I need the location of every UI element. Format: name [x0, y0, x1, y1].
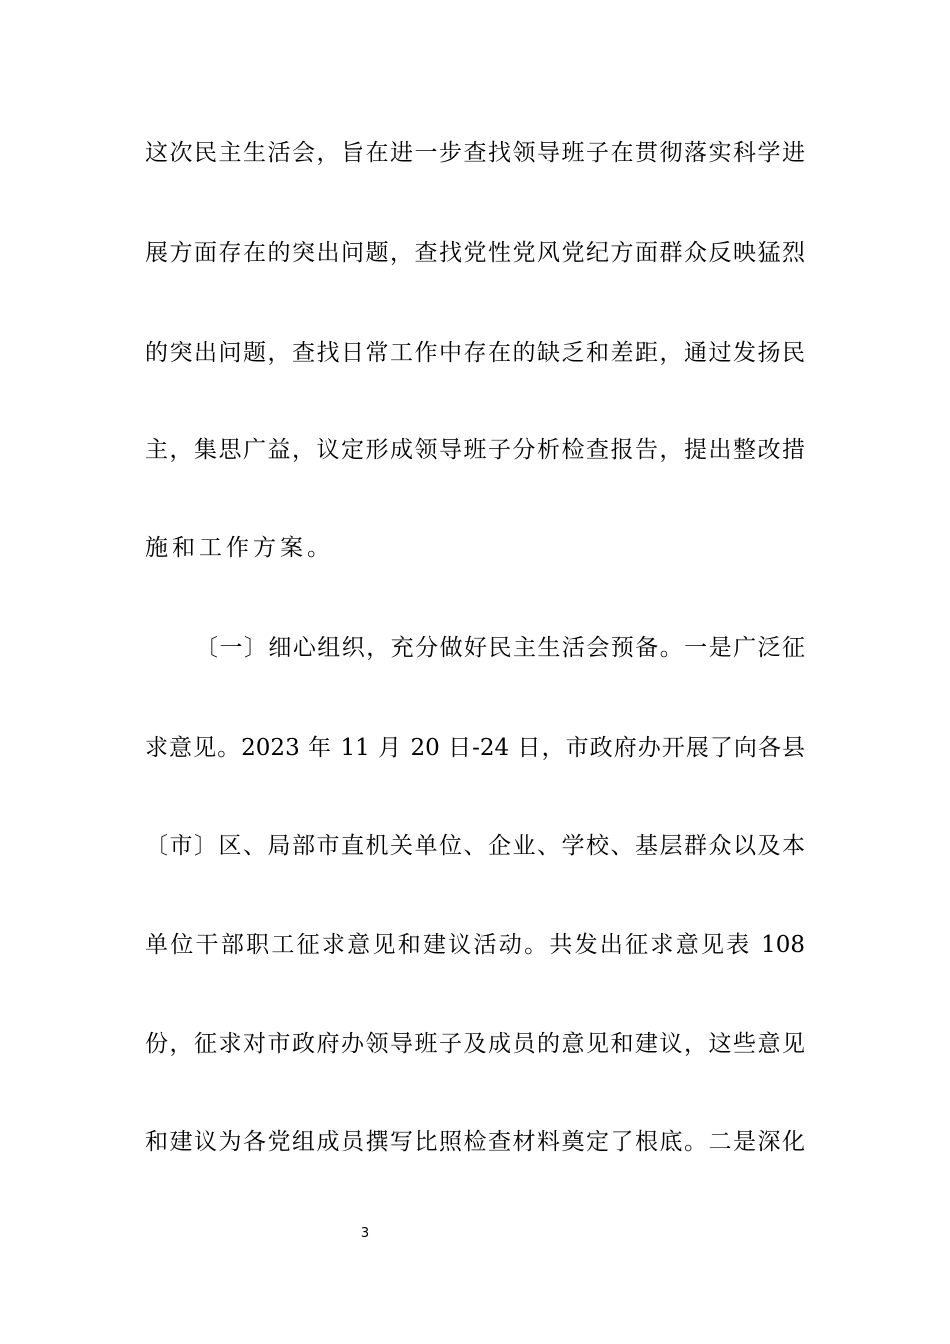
text-line: 施和工作方案。	[145, 535, 334, 561]
text-line: 展方面存在的突出问题，查找党性党风党纪方面群众反映猛烈	[145, 240, 805, 266]
text-line: 单位干部职工征求意见和建议活动。共发出征求意见表 108	[145, 932, 805, 958]
text-line: 主，集思广益，议定形成领导班子分析检查报告，提出整改措	[145, 437, 805, 463]
page-number: 3	[360, 1226, 370, 1241]
text-line: 〔市〕区、局部市直机关单位、企业、学校、基层群众以及本	[145, 833, 805, 859]
text-line: 〔一〕细心组织，充分做好民主生活会预备。一是广泛征	[195, 635, 805, 661]
text-line: 的突出问题，查找日常工作中存在的缺乏和差距，通过发扬民	[145, 340, 805, 366]
text-line: 和建议为各党组成员撰写比照检查材料奠定了根底。二是深化	[145, 1129, 805, 1155]
text-line: 这次民主生活会，旨在进一步查找领导班子在贯彻落实科学进	[145, 140, 805, 166]
text-line: 求意见。2023 年 11 月 20 日-24 日，市政府办开展了向各县	[145, 735, 805, 761]
text-line: 份，征求对市政府办领导班子及成员的意见和建议，这些意见	[145, 1031, 805, 1057]
